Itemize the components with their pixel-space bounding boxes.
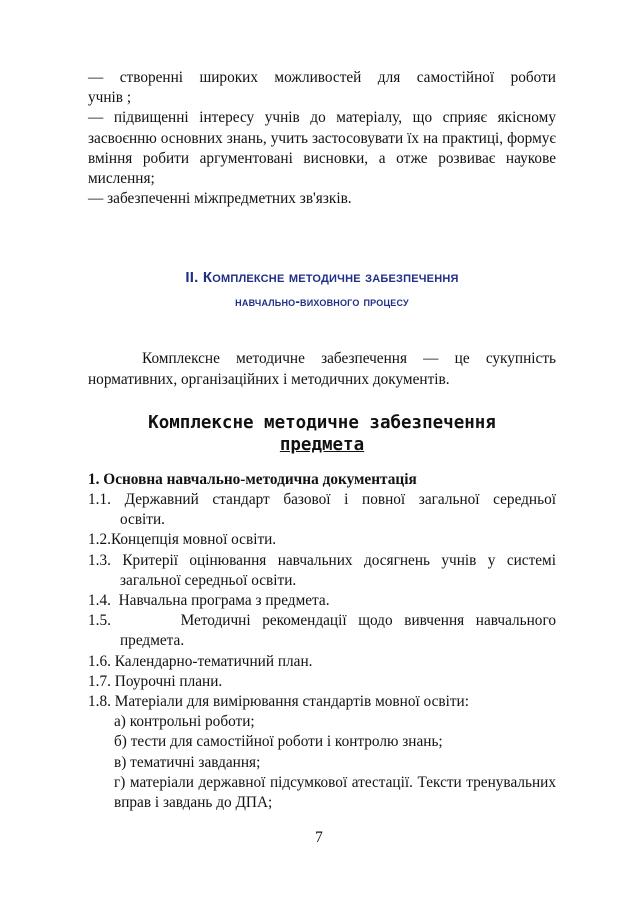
page-number: 7	[315, 829, 323, 846]
list-item: 1.6. Календарно-тематичний план.	[88, 652, 313, 670]
list-item-continuation: освіти.	[120, 511, 165, 529]
list-item: 1.4. Навчальна програма з предмета.	[88, 592, 330, 610]
section-heading-line-1: ІІ. Комплексне методичне забезпечення	[185, 269, 459, 287]
subheading-line-1: Комплексне методичне забезпечення	[148, 412, 496, 433]
intro-paragraph-2: — підвищенні інтересу учнів до матеріалу, що сприяє якісному засвоєнню основних знань, учить застосовувати їх на практиці, формує вміння робити аргументовані висновки, а отже розвиває наукове мислення;	[88, 109, 556, 188]
sublist-item: г) матеріали державної підсумкової атестації. Тексти тренувальних вправ і завдань до ДПА;	[114, 773, 556, 812]
subheading	[88, 412, 556, 456]
list-item-continuation: предмета.	[120, 632, 185, 650]
list-item: 1.2.Концепція мовної освіти.	[88, 531, 277, 549]
section-heading-line-2: навчально-виховного процесу	[235, 294, 409, 310]
section-1-title: 1. Основна навчально-методична документація	[88, 470, 417, 488]
sublist-item: в) тематичні завдання;	[114, 753, 261, 771]
subheading-line-2: предмета	[279, 434, 365, 455]
sublist-item: а) контрольні роботи;	[114, 713, 255, 731]
list-item-continuation: загальної середньої освіти.	[120, 571, 297, 589]
section-1-list	[88, 490, 556, 712]
list-item: 1.5. Методичні рекомендації щодо вивчення навчального	[88, 612, 556, 630]
section-1-sublist	[88, 712, 556, 813]
list-item: 1.8. Матеріали для вимірювання стандартів мовної освіти:	[88, 693, 469, 711]
list-item: 1.1. Державний стандарт базової і повної загальної середньої	[88, 491, 556, 509]
intro-line-1: — створенні широких можливостей для самостійної роботи	[88, 69, 556, 86]
list-item: 1.7. Поурочні плани.	[88, 672, 223, 690]
definition-paragraph: Комплексне методичне забезпечення — це сукупність нормативних, організаційних і методичних документів.	[88, 350, 556, 388]
intro-line-1b: учнів ;	[88, 89, 132, 107]
list-item: 1.3. Критерії оцінювання навчальних досягнень учнів у системі	[88, 551, 556, 569]
document-page	[88, 68, 556, 813]
intro-line-3: — забезпеченні міжпредметних зв'язків.	[88, 190, 352, 208]
section-heading	[88, 267, 556, 315]
sublist-item: б) тести для самостійної роботи і контролю знань;	[114, 733, 443, 751]
